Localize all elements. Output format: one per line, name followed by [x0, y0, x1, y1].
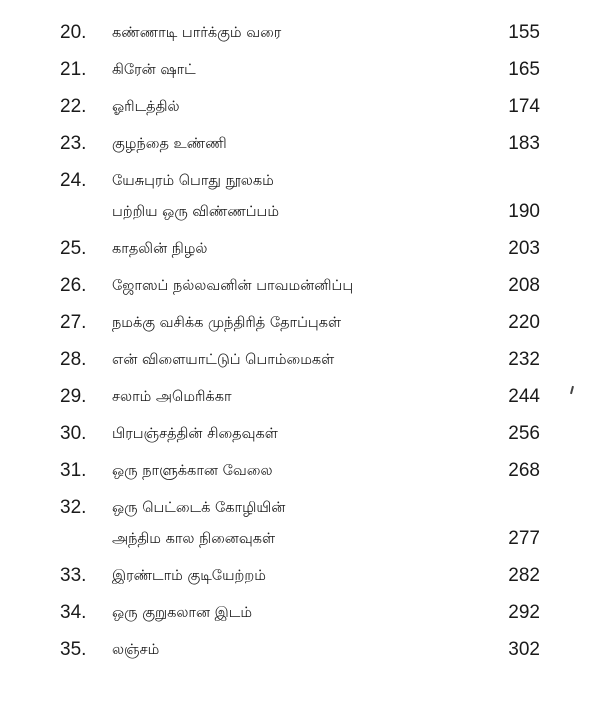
toc-entry: [0, 379, 600, 416]
entry-title-line: இரண்டாம் குடியேற்றம்: [112, 568, 266, 584]
entry-number: 27.: [60, 312, 87, 333]
entry-page-number: 256: [508, 423, 540, 444]
toc-entry: [0, 490, 600, 558]
entry-number: 21.: [60, 59, 87, 80]
entry-number: 32.: [60, 497, 87, 518]
toc-entry: [0, 342, 600, 379]
entry-title-line: ஒரு பெட்டைக் கோழியின்: [112, 500, 286, 516]
entry-number: 34.: [60, 602, 87, 623]
entry-number: 30.: [60, 423, 87, 444]
entry-page-number: 232: [508, 349, 540, 370]
entry-title-line: யேசுபுரம் பொது நூலகம்: [112, 173, 274, 189]
entry-title: [112, 640, 159, 660]
toc-entry: [0, 305, 600, 342]
toc-entry: [0, 632, 600, 669]
entry-title: [112, 23, 281, 43]
entry-title: [112, 276, 353, 296]
table-of-contents: [0, 15, 600, 669]
entry-title-line: அந்திம கால நினைவுகள்: [112, 531, 276, 547]
entry-title: [112, 134, 227, 154]
entry-title-line: பற்றிய ஒரு விண்ணப்பம்: [112, 204, 280, 220]
entry-title-line: காதலின் நிழல்: [112, 241, 208, 257]
entry-number: 24.: [60, 170, 87, 191]
entry-page-number: 292: [508, 602, 540, 623]
entry-page-number: 302: [508, 639, 540, 660]
entry-title-line: நமக்கு வசிக்க முந்திரித் தோப்புகள்: [112, 315, 342, 331]
entry-title: [112, 97, 180, 117]
toc-entry: [0, 453, 600, 490]
entry-title-line: ஓரிடத்தில்: [112, 99, 180, 115]
toc-entry: [0, 416, 600, 453]
toc-entry: [0, 558, 600, 595]
entry-number: 22.: [60, 96, 87, 117]
entry-title-line: கிரேன் ஷாட்: [112, 62, 196, 78]
entry-page-number: 203: [508, 238, 540, 259]
entry-number: 28.: [60, 349, 87, 370]
entry-page-number: 268: [508, 460, 540, 481]
entry-page-number: 277: [508, 528, 540, 549]
entry-number: 25.: [60, 238, 87, 259]
toc-entry: [0, 163, 600, 231]
entry-title: [112, 498, 285, 549]
entry-title-line: லஞ்சம்: [112, 642, 160, 658]
entry-page-number: 220: [508, 312, 540, 333]
entry-title-line: ஜோஸப் நல்லவனின் பாவமன்னிப்பு: [112, 278, 354, 294]
entry-title-line: கண்ணாடி பார்க்கும் வரை: [112, 25, 282, 41]
entry-number: 29.: [60, 386, 87, 407]
entry-page-number: 244: [508, 386, 540, 407]
entry-title: [112, 424, 278, 444]
toc-entry: [0, 595, 600, 632]
toc-entry: [0, 126, 600, 163]
entry-title: [112, 603, 252, 623]
entry-title: [112, 171, 279, 222]
toc-entry: [0, 15, 600, 52]
entry-title-line: சலாம் அமெரிக்கா: [112, 389, 232, 405]
entry-number: 33.: [60, 565, 87, 586]
entry-page-number: 155: [508, 22, 540, 43]
entry-title: [112, 566, 266, 586]
entry-title: [112, 313, 341, 333]
toc-entry: [0, 231, 600, 268]
entry-number: 31.: [60, 460, 87, 481]
entry-number: 20.: [60, 22, 87, 43]
toc-entry: [0, 89, 600, 126]
entry-title-line: குழந்தை உண்ணி: [112, 136, 227, 152]
entry-page-number: 282: [508, 565, 540, 586]
entry-title: [112, 461, 273, 481]
entry-title: [112, 60, 196, 80]
entry-title-line: ஒரு நாளுக்கான வேலை: [112, 463, 273, 479]
entry-title: [112, 350, 334, 370]
toc-entry: [0, 268, 600, 305]
toc-entry: [0, 52, 600, 89]
entry-title-line: ஒரு குறுகலான இடம்: [112, 605, 252, 621]
entry-page-number: 174: [508, 96, 540, 117]
entry-title-line: என் விளையாட்டுப் பொம்மைகள்: [112, 352, 335, 368]
entry-number: 23.: [60, 133, 87, 154]
entry-title: [112, 387, 232, 407]
entry-page-number: 190: [508, 201, 540, 222]
entry-title-line: பிரபஞ்சத்தின் சிதைவுகள்: [112, 426, 278, 442]
entry-page-number: 208: [508, 275, 540, 296]
entry-page-number: 165: [508, 59, 540, 80]
entry-number: 26.: [60, 275, 87, 296]
entry-page-number: 183: [508, 133, 540, 154]
entry-number: 35.: [60, 639, 87, 660]
entry-title: [112, 239, 207, 259]
